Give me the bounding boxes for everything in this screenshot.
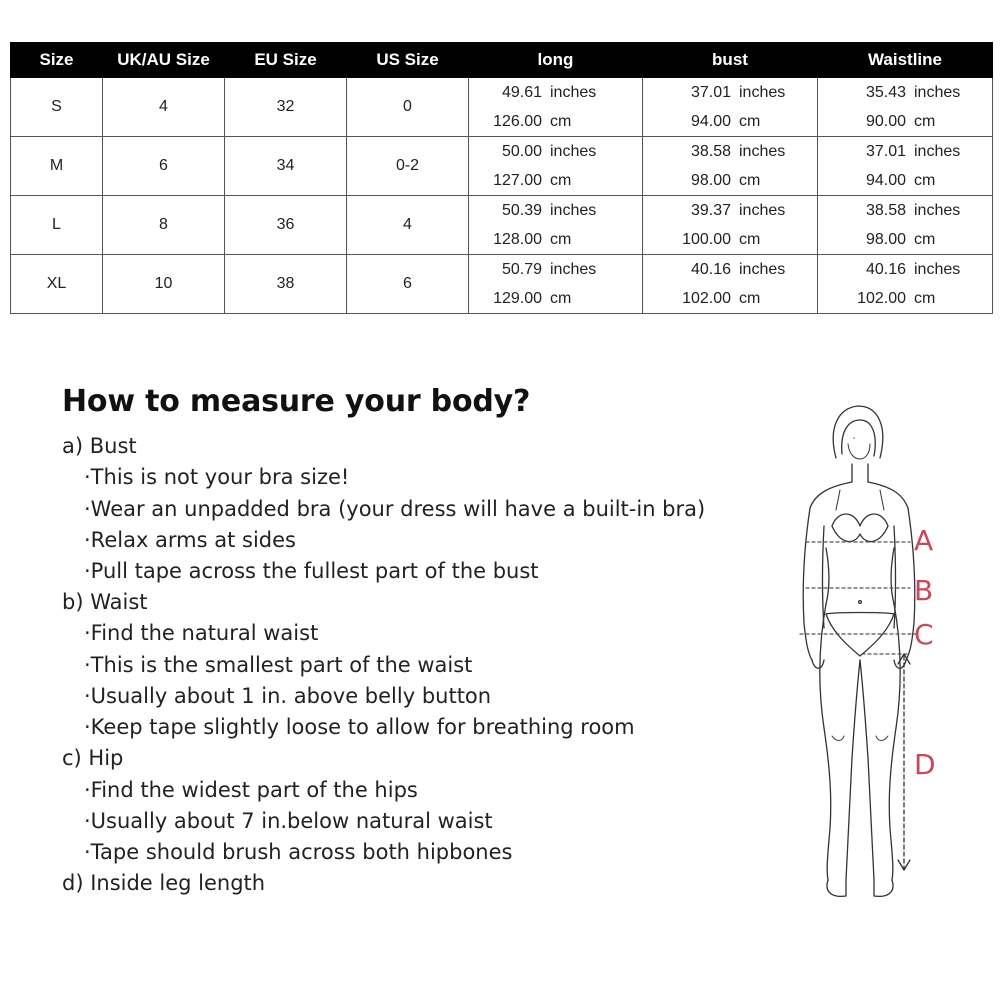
long-cm-cell-unit: cm — [550, 230, 572, 248]
guide-tip: ·Usually about 1 in. above belly button — [84, 683, 492, 708]
size-cell: M — [11, 137, 103, 196]
long-inches-cell — [469, 78, 643, 108]
bust-inches-cell-value: 38.58 — [690, 142, 731, 160]
bust-cm-cell — [643, 166, 818, 196]
waistline-inches-cell-value: 40.16 — [865, 260, 906, 278]
long-inches-cell-unit: inches — [550, 83, 597, 101]
bust-inches-cell-unit: inches — [739, 260, 786, 278]
waistline-inches-cell-unit: inches — [914, 142, 961, 160]
header-waistline: Waistline — [818, 43, 993, 78]
uk-au-size-cell: 10 — [103, 255, 225, 314]
bust-inches-cell-value: 37.01 — [690, 83, 731, 101]
waistline-cm-cell-unit: cm — [914, 230, 936, 248]
header-uk-au-size: UK/AU Size — [103, 43, 225, 78]
long-inches-cell-value: 50.00 — [501, 142, 542, 160]
long-inches-cell-unit: inches — [550, 260, 597, 278]
waistline-inches-cell — [818, 78, 993, 108]
long-inches-cell — [469, 255, 643, 285]
uk-au-size-cell: 6 — [103, 137, 225, 196]
long-cm-cell-value: 128.00 — [493, 230, 542, 248]
bust-cm-cell-unit: cm — [739, 230, 761, 248]
us-size-cell: 0-2 — [347, 137, 469, 196]
long-cm-cell — [469, 225, 643, 255]
bust-inches-cell-value: 39.37 — [690, 201, 731, 219]
bust-cm-cell — [643, 225, 818, 255]
guide-title: How to measure your body? — [62, 384, 531, 419]
waistline-cm-cell-value: 90.00 — [865, 112, 906, 130]
guide-section — [62, 587, 705, 743]
bust-inches-cell-unit: inches — [739, 201, 786, 219]
long-cm-cell — [469, 107, 643, 137]
waistline-cm-cell-value: 98.00 — [865, 230, 906, 248]
header-eu-size: EU Size — [225, 43, 347, 78]
bust-inches-cell-unit: inches — [739, 142, 786, 160]
guide-tips — [62, 775, 705, 869]
waistline-inches-cell-unit: inches — [914, 260, 961, 278]
bust-inches-cell-unit: inches — [739, 83, 786, 101]
waistline-cm-cell — [818, 107, 993, 137]
us-size-cell: 4 — [347, 196, 469, 255]
guide-tip: ·This is not your bra size! — [84, 465, 350, 490]
guide-tips — [62, 618, 705, 743]
bust-cm-cell — [643, 107, 818, 137]
guide-section — [62, 868, 705, 899]
bust-cm-cell-value: 102.00 — [682, 289, 731, 307]
guide-section — [62, 431, 705, 587]
guide-tip: ·Find the widest part of the hips — [84, 777, 418, 802]
long-inches-cell — [469, 196, 643, 226]
uk-au-size-cell: 4 — [103, 78, 225, 137]
long-cm-cell — [469, 284, 643, 314]
waistline-inches-cell — [818, 255, 993, 285]
waistline-inches-cell-unit: inches — [914, 201, 961, 219]
marker-a: A — [914, 524, 934, 557]
waistline-cm-cell-unit: cm — [914, 171, 936, 189]
header-long: long — [469, 43, 643, 78]
header-us-size: US Size — [347, 43, 469, 78]
guide-tips — [62, 462, 705, 587]
body-outline-drawing — [770, 398, 970, 908]
measuring-guide — [62, 384, 705, 899]
waistline-cm-cell — [818, 284, 993, 314]
header-size: Size — [11, 43, 103, 78]
waistline-inches-cell-value: 37.01 — [865, 142, 906, 160]
table-row — [11, 78, 993, 108]
long-inches-cell-value: 49.61 — [501, 83, 542, 101]
bust-inches-cell — [643, 78, 818, 108]
guide-tip: ·Keep tape slightly loose to allow for breathing room — [84, 715, 635, 740]
table-header-row — [11, 43, 993, 78]
long-cm-cell-value: 126.00 — [493, 112, 542, 130]
marker-d: D — [914, 748, 936, 781]
table-row — [11, 196, 993, 226]
long-inches-cell-unit: inches — [550, 201, 597, 219]
eu-size-cell: 36 — [225, 196, 347, 255]
waistline-inches-cell-unit: inches — [914, 83, 961, 101]
waistline-cm-cell-unit: cm — [914, 289, 936, 307]
waistline-inches-cell — [818, 137, 993, 167]
long-cm-cell-unit: cm — [550, 171, 572, 189]
waistline-cm-cell-value: 102.00 — [857, 289, 906, 307]
bust-cm-cell-unit: cm — [739, 289, 761, 307]
guide-section — [62, 743, 705, 868]
size-cell: XL — [11, 255, 103, 314]
long-cm-cell-unit: cm — [550, 289, 572, 307]
long-inches-cell-value: 50.79 — [501, 260, 542, 278]
long-cm-cell — [469, 166, 643, 196]
long-inches-cell-value: 50.39 — [501, 201, 542, 219]
guide-tip: ·This is the smallest part of the waist — [84, 652, 473, 677]
waistline-cm-cell — [818, 225, 993, 255]
waistline-inches-cell — [818, 196, 993, 226]
size-chart-table — [10, 42, 993, 314]
guide-section-label: d) Inside leg length — [62, 871, 266, 896]
table-row — [11, 255, 993, 285]
waistline-cm-cell — [818, 166, 993, 196]
bust-inches-cell — [643, 137, 818, 167]
guide-tip: ·Usually about 7 in.below natural waist — [84, 808, 493, 833]
bust-cm-cell-unit: cm — [739, 171, 761, 189]
long-cm-cell-unit: cm — [550, 112, 572, 130]
eu-size-cell: 38 — [225, 255, 347, 314]
waistline-cm-cell-value: 94.00 — [865, 171, 906, 189]
guide-tip: ·Tape should brush across both hipbones — [84, 839, 513, 864]
marker-c: C — [914, 618, 934, 651]
guide-tip: ·Wear an unpadded bra (your dress will have a built-in bra) — [84, 496, 706, 521]
guide-section-label: c) Hip — [62, 746, 124, 771]
long-cm-cell-value: 127.00 — [493, 171, 542, 189]
long-cm-cell-value: 129.00 — [493, 289, 542, 307]
header-bust: bust — [643, 43, 818, 78]
eu-size-cell: 34 — [225, 137, 347, 196]
bust-inches-cell — [643, 196, 818, 226]
bust-inches-cell-value: 40.16 — [690, 260, 731, 278]
eu-size-cell: 32 — [225, 78, 347, 137]
bust-cm-cell-value: 100.00 — [682, 230, 731, 248]
bust-cm-cell-value: 98.00 — [690, 171, 731, 189]
size-cell: S — [11, 78, 103, 137]
bust-cm-cell — [643, 284, 818, 314]
size-cell: L — [11, 196, 103, 255]
uk-au-size-cell: 8 — [103, 196, 225, 255]
guide-section-label: b) Waist — [62, 590, 148, 615]
guide-tip: ·Pull tape across the fullest part of the bust — [84, 558, 539, 583]
guide-list — [62, 431, 705, 899]
bust-cm-cell-unit: cm — [739, 112, 761, 130]
bust-cm-cell-value: 94.00 — [690, 112, 731, 130]
table-row — [11, 137, 993, 167]
marker-b: B — [914, 574, 934, 607]
bust-inches-cell — [643, 255, 818, 285]
body-measurement-figure — [770, 398, 970, 908]
long-inches-cell — [469, 137, 643, 167]
long-inches-cell-unit: inches — [550, 142, 597, 160]
guide-tip: ·Find the natural waist — [84, 621, 319, 646]
guide-section-label: a) Bust — [62, 434, 137, 458]
us-size-cell: 0 — [347, 78, 469, 137]
guide-tip: ·Relax arms at sides — [84, 527, 296, 552]
waistline-cm-cell-unit: cm — [914, 112, 936, 130]
waistline-inches-cell-value: 38.58 — [865, 201, 906, 219]
waistline-inches-cell-value: 35.43 — [865, 83, 906, 101]
us-size-cell: 6 — [347, 255, 469, 314]
